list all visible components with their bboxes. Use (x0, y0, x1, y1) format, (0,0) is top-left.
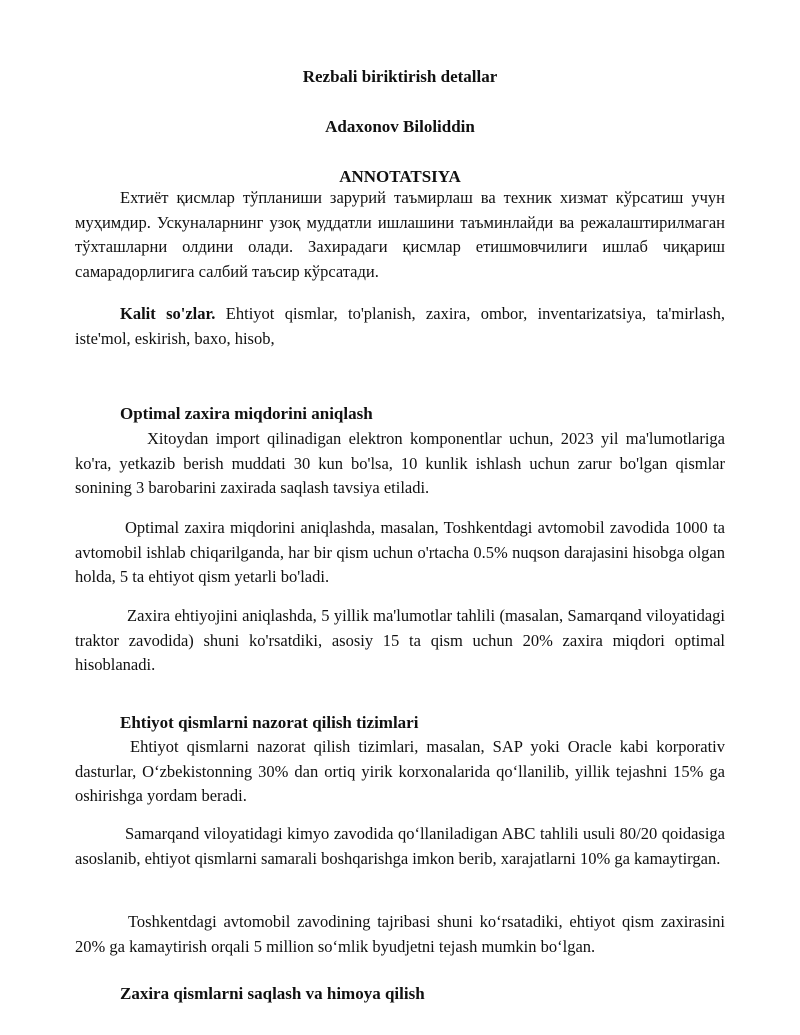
section-heading-optimal-stock: Optimal zaxira miqdorini aniqlash (120, 404, 373, 423)
section1-paragraph-1: Xitoydan import qilinadigan elektron komponentlar uchun, 2023 yil ma'lumotlariga ko'ra, yetkazib berish muddati 30 kun bo'lsa, 10 kunlik ishlash uchun zarur bo'lgan qismlar sonining 3 barobarini zaxirada saqlash tavsiya etiladi. (75, 429, 725, 497)
keywords-paragraph (75, 302, 725, 351)
keywords-text: Ehtiyot qismlar, to'planish, zaxira, ombor, inventarizatsiya, ta'mirlash, iste'mol, eskirish, baxo, hisob, (75, 304, 725, 348)
author-name: Adaxonov Biloliddin (325, 117, 475, 136)
document-title: Rezbali biriktirish detallar (302, 67, 498, 86)
section-heading-control-systems: Ehtiyot qismlarni nazorat qilish tizimlari (120, 713, 419, 732)
section1-paragraph-3: Zaxira ehtiyojini aniqlashda, 5 yillik ma'lumotlar tahlili (masalan, Samarqand viloyatidagi traktor zavodida) shuni ko'rsatdiki, asosiy 15 ta qism uchun 20% zaxira miqdori optimal hisoblanadi. (75, 606, 725, 674)
section2-paragraph-3: Toshkentdagi avtomobil zavodining tajribasi shuni ko‘rsatadiki, ehtiyot qism zaxirasini 20% ga kamaytirish orqali 5 million so‘mlik byudjetni tejash mumkin bo‘lgan. (75, 912, 725, 956)
section2-paragraph-2: Samarqand viloyatidagi kimyo zavodida qo‘llaniladigan ABC tahlili usuli 80/20 qoidasiga asoslanib, ehtiyot qismlarni samarali boshqarishga imkon berib, xarajatlarni 10% ga kamaytirgan. (75, 824, 725, 868)
annotation-paragraph: Ехтиёт қисмлар тўпланиши зарурий таъмирлаш ва техник хизмат кўрсатиш учун муҳимдир. Ускуналарнинг узоқ муддатли ишлашини таъминлайди ва режалаштирилмаган тўхташларни олдини олади. Захирадаги қисмлар етишмовчилиги ишлаб чиқариш самарадорлигига салбий таъсир кўрсатади. (75, 188, 725, 281)
keywords-label: Kalit so'zlar. (120, 304, 216, 323)
section2-paragraph-1: Ehtiyot qismlarni nazorat qilish tizimlari, masalan, SAP yoki Oracle kabi korporativ dasturlar, O‘zbekistonning 30% dan ortiq yirik korxonalarida qo‘llanilib, yillik tejashni 15% ga oshirishga yordam beradi. (75, 737, 725, 805)
section1-paragraph-2: Optimal zaxira miqdorini aniqlashda, masalan, Toshkentdagi avtomobil zavodida 1000 ta avtomobil ishlab chiqarilganda, har bir qism uchun o'rtacha 0.5% nuqson darajasini hisobga olgan holda, 5 ta ehtiyot qism yetarli bo'ladi. (75, 518, 725, 586)
annotation-heading: ANNOTATSIYA (339, 167, 461, 186)
section-heading-storage-protection: Zaxira qismlarni saqlash va himoya qilish (120, 984, 425, 1003)
